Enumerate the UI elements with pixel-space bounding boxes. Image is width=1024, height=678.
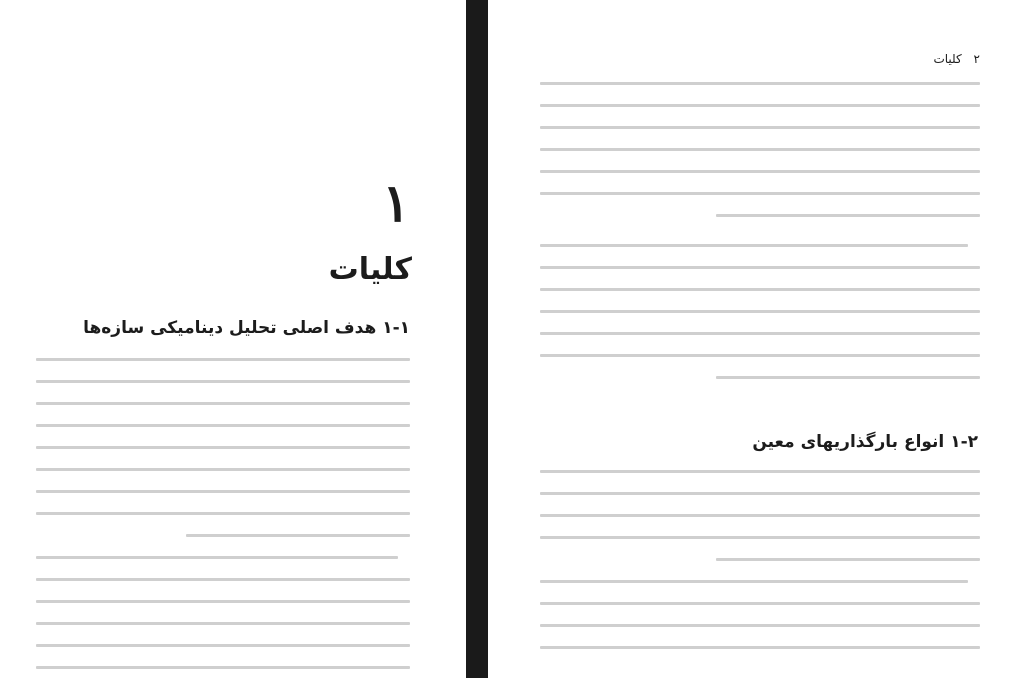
text-line	[540, 182, 980, 204]
text-line	[540, 460, 980, 482]
text-line	[36, 612, 410, 634]
text-line	[540, 256, 980, 278]
text-line	[36, 480, 410, 502]
chapter-title: کلیات	[328, 252, 412, 287]
text-line	[540, 160, 980, 182]
body-text	[540, 72, 980, 226]
text-line	[36, 568, 410, 590]
body-text	[540, 460, 980, 658]
text-line	[540, 526, 980, 548]
text-line	[36, 590, 410, 612]
text-line	[36, 348, 410, 370]
text-line	[540, 592, 980, 614]
text-line	[540, 116, 980, 138]
text-line	[36, 524, 410, 546]
text-line	[540, 234, 980, 256]
text-line	[36, 656, 410, 678]
text-line	[540, 504, 980, 526]
text-line	[540, 204, 980, 226]
text-line	[36, 458, 410, 480]
text-line	[540, 570, 980, 592]
text-line	[36, 370, 410, 392]
text-line	[540, 366, 980, 388]
body-text	[540, 234, 980, 388]
text-line	[540, 138, 980, 160]
text-line	[540, 614, 980, 636]
right-page	[488, 0, 1024, 678]
page-number: ۲	[973, 52, 980, 66]
text-line	[540, 300, 980, 322]
section-heading: ۱-۱ هدف اصلی تحلیل دینامیکی سازه‌ها	[83, 318, 410, 338]
text-line	[540, 344, 980, 366]
body-text	[36, 348, 410, 678]
left-page	[0, 0, 466, 678]
text-line	[36, 414, 410, 436]
text-line	[36, 392, 410, 414]
text-line	[540, 72, 980, 94]
chapter-number: ۱	[382, 173, 410, 234]
text-line	[36, 634, 410, 656]
text-line	[540, 548, 980, 570]
text-line	[540, 482, 980, 504]
text-line	[540, 94, 980, 116]
book-gutter	[466, 0, 488, 678]
text-line	[540, 322, 980, 344]
running-head	[933, 52, 980, 66]
text-line	[540, 636, 980, 658]
section-heading: ۱-۲ انواع بارگذاریهای معین	[752, 432, 978, 452]
text-line	[36, 436, 410, 458]
running-head-title: کلیات	[933, 52, 962, 66]
text-line	[36, 546, 410, 568]
text-line	[36, 502, 410, 524]
text-line	[540, 278, 980, 300]
